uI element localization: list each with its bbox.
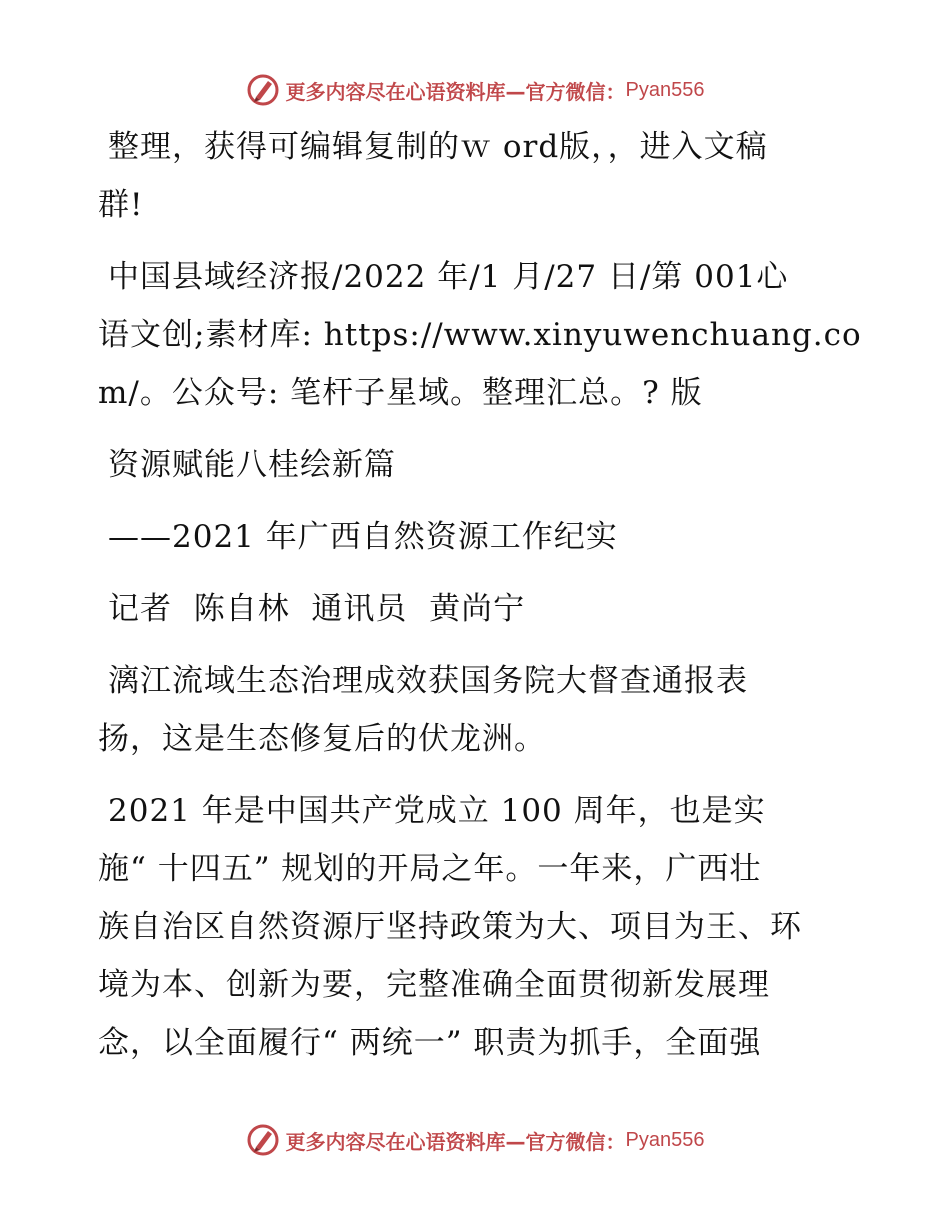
intro-line-2: 群!	[98, 187, 144, 223]
body-line-5: 念，以全面履行“ 两统一” 职责为抓手，全面强	[98, 1025, 762, 1061]
body-line-2: 施“ 十四五” 规划的开局之年。一年来，广西壮	[98, 851, 762, 887]
source-line-1: 中国县域经济报/2022 年/1 月/27 日/第 001心	[108, 259, 789, 295]
pen-logo-icon	[246, 73, 280, 107]
article-title: 资源赋能八桂绘新篇	[108, 447, 396, 483]
body-line-4: 境为本、创新为要，完整准确全面贯彻新发展理	[98, 967, 770, 1003]
banner-text: 更多内容尽在心语资料库—官方微信：	[285, 1129, 626, 1154]
banner-wechat-id: Pyan556	[625, 78, 705, 101]
source-line-2: 语文创;素材库: https://www.xinyuwenchuang.co	[98, 317, 862, 353]
intro-line-1: 整理，获得可编辑复制的ｗ ord版，，进入文稿	[108, 129, 768, 165]
caption-line-1: 漓江流域生态治理成效获国务院大督查通报表	[108, 663, 748, 699]
source-line-3: m/。公众号: 笔杆子星域。整理汇总。? 版	[98, 375, 703, 411]
document-body	[98, 118, 862, 1072]
pen-logo-icon	[246, 1123, 280, 1157]
banner-text: 更多内容尽在心语资料库—官方微信：	[285, 79, 626, 104]
article-subtitle: ——2021 年广西自然资源工作纪实	[108, 519, 618, 555]
body-line-1: 2021 年是中国共产党成立 100 周年，也是实	[108, 793, 766, 829]
banner-wechat-id: Pyan556	[625, 1128, 705, 1151]
caption-line-2: 扬，这是生态修复后的伏龙洲。	[98, 721, 546, 757]
footer-banner	[0, 1120, 950, 1160]
byline: 记者 陈自林 通讯员 黄尚宁	[108, 591, 526, 627]
header-banner	[0, 70, 950, 110]
body-line-3: 族自治区自然资源厅坚持政策为大、项目为王、环	[98, 909, 802, 945]
